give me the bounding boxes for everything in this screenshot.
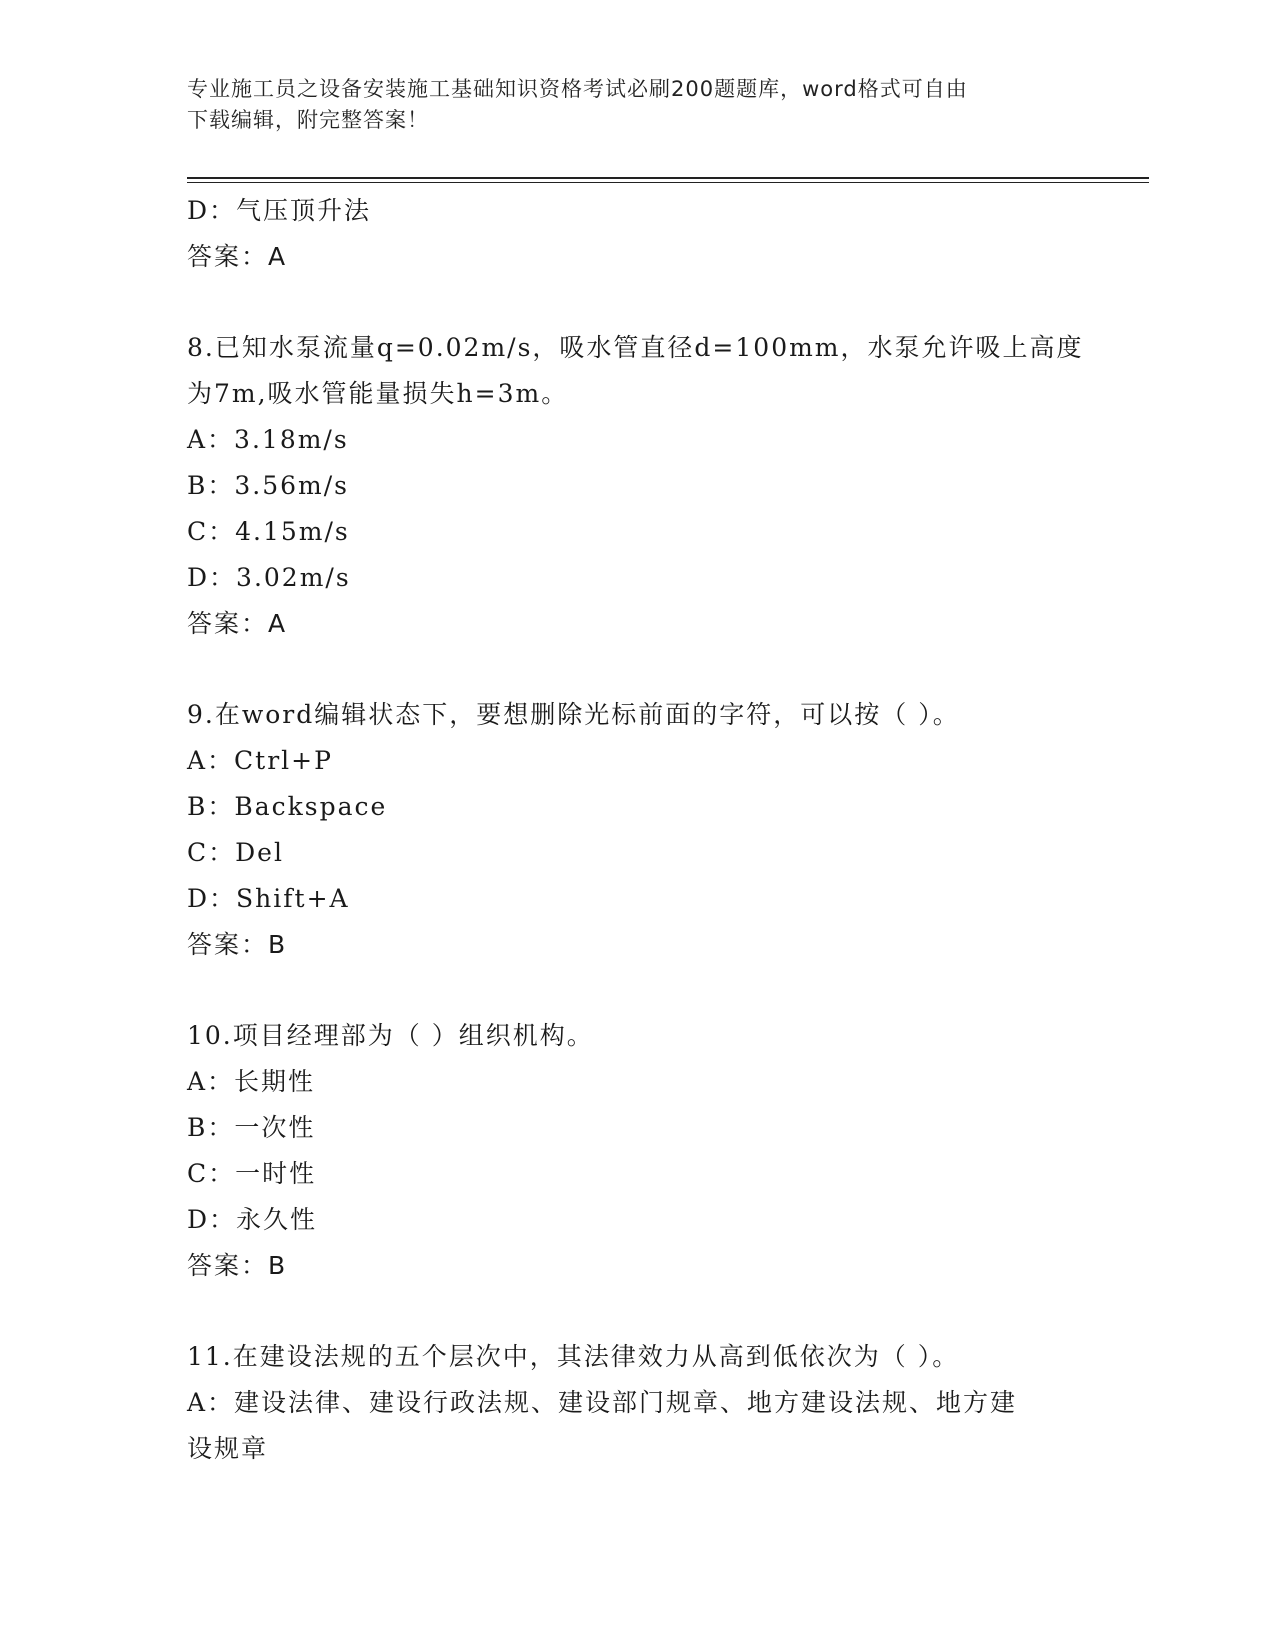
option-c: C：Del xyxy=(187,838,284,867)
answer: 答案：B xyxy=(187,930,288,959)
header-line-2: 下载编辑，附完整答案！ xyxy=(187,108,429,132)
header-divider-thin xyxy=(187,182,1149,183)
question-8 xyxy=(187,325,1087,647)
question-10 xyxy=(187,1013,1087,1289)
question-7 xyxy=(187,188,1087,280)
answer: 答案：B xyxy=(187,1251,288,1280)
option-d: D：气压顶升法 xyxy=(187,196,372,225)
option-b: B：一次性 xyxy=(187,1113,316,1142)
question-stem: 9.在word编辑状态下，要想删除光标前面的字符，可以按（ ）。 xyxy=(187,700,960,729)
question-11 xyxy=(187,1334,1087,1472)
question-stem: 11.在建设法规的五个层次中，其法律效力从高到低依次为（ ）。 xyxy=(187,1342,960,1371)
header-line-1: 专业施工员之设备安装施工基础知识资格考试必刷200题题库，word格式可自由 xyxy=(187,77,968,101)
option-a-line-2: 设规章 xyxy=(187,1434,269,1463)
answer: 答案：A xyxy=(187,242,288,271)
option-a: A：Ctrl+P xyxy=(187,746,333,775)
option-c: C：4.15m/s xyxy=(187,517,350,546)
question-stem-line-1: 8.已知水泵流量q=0.02m/s，吸水管直径d=100mm，水泵允许吸上高度 xyxy=(187,333,1084,362)
question-list xyxy=(187,188,1087,1472)
question-stem: 10.项目经理部为（ ）组织机构。 xyxy=(187,1021,594,1050)
question-stem-line-2: 为7m,吸水管能量损失h=3m。 xyxy=(187,379,569,408)
option-d: D：永久性 xyxy=(187,1205,318,1234)
question-spacer xyxy=(187,968,1087,1013)
question-spacer xyxy=(187,1289,1087,1334)
question-spacer xyxy=(187,647,1087,692)
option-b: B：Backspace xyxy=(187,792,388,821)
option-a-line-1: A：建设法律、建设行政法规、建设部门规章、地方建设法规、地方建 xyxy=(187,1388,1018,1417)
document-header xyxy=(187,74,1067,136)
option-a: A：3.18m/s xyxy=(187,425,349,454)
option-b: B：3.56m/s xyxy=(187,471,349,500)
option-c: C：一时性 xyxy=(187,1159,317,1188)
option-d: D：3.02m/s xyxy=(187,563,351,592)
option-a: A：长期性 xyxy=(187,1067,316,1096)
question-9 xyxy=(187,692,1087,968)
answer: 答案：A xyxy=(187,609,288,638)
header-divider-thick xyxy=(187,177,1149,179)
option-d: D：Shift+A xyxy=(187,884,350,913)
question-spacer xyxy=(187,280,1087,325)
